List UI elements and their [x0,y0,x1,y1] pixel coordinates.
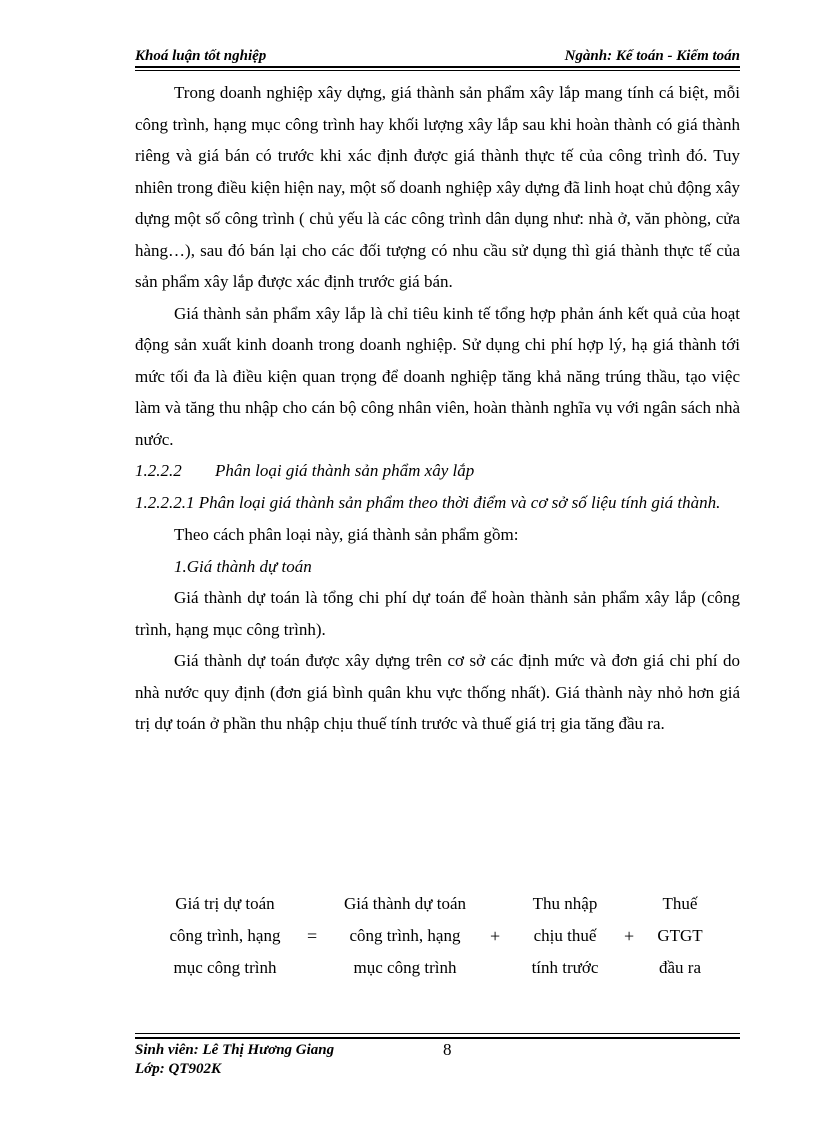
document-body [135,77,740,740]
paragraph-4: Giá thành dự toán được xây dựng trên cơ sở các định mức và đơn giá chi phí do nhà nước quy định (đơn giá bình quân khu vực thống nhất). Giá thành này nhỏ hơn giá trị dự toán ở phần thu nhập chịu thuế tính trước và thuế giá trị gia tăng đầu ra. [135,651,740,733]
equals-sign: = [307,926,318,946]
formula-term-estimate-cost: Giá thành dự toán công trình, hạng mục công trình [343,894,467,977]
footer-class: Lớp: QT902K [135,1061,221,1077]
header-rule-thin [135,70,740,71]
page-number: 8 [443,1040,452,1059]
cost-formula [135,888,740,988]
page-header [135,48,740,66]
plus-sign-2: + [624,926,635,946]
formula-term-vat-output: Thuế GTGT đầu ra [657,894,703,977]
paragraph-2: Giá thành sản phẩm xây lắp là chỉ tiêu kinh tế tổng hợp phản ánh kết quả của hoạt động sản xuất kinh doanh trong doanh nghiệp. Sử dụng chi phí hợp lý, hạ giá thành tới mức tối đa là điều kiện quan trọng để doanh nghiệp tăng khả năng trúng thầu, tạo việc làm và tăng thu nhập cho cán bộ công nhân viên, hoàn thành nghĩa vụ với ngân sách nhà nước. [135,303,740,449]
header-thesis-title: Khoá luận tốt nghiệp [135,48,267,64]
section-number: 1.2.2.2 [135,461,182,480]
formula-term-estimate-value: Giá trị dự toán công trình, hạng mục công trình [169,894,281,977]
footer-rule-thick [135,1037,740,1039]
section-title: Phân loại giá thành sản phẩm xây lắp [215,461,475,480]
section-heading-2: 1.2.2.2.1 Phân loại giá thành sản phẩm theo thời điểm và cơ sở số liệu tính giá thành. [135,493,721,512]
paragraph-3: Giá thành dự toán là tổng chi phí dự toán để hoàn thành sản phẩm xây lắp (công trình, hạng mục công trình). [135,588,740,639]
footer-rule-thin [135,1033,740,1034]
list-item-heading: 1.Giá thành dự toán [174,556,312,576]
formula-term-taxable-income: Thu nhập chịu thuế tính trước [531,894,599,977]
plus-sign-1: + [490,926,501,946]
intro-paragraph: Theo cách phân loại này, giá thành sản phẩm gồm: [174,525,519,544]
paragraph-1: Trong doanh nghiệp xây dựng, giá thành sản phẩm xây lắp mang tính cá biệt, mỗi công trình, hạng mục công trình hay khối lượng xây lắp sau khi hoàn thành có giá thành riêng và giá bán có trước khi xác định được giá thành thực tế của công trình đó. Tuy nhiên trong điều kiện hiện nay, một số doanh nghiệp xây dựng đã linh hoạt chủ động xây dựng một số công trình ( chủ yếu là các công trình dân dụng như: nhà ở, văn phòng, cửa hàng…), sau đó bán lại cho các đối tượng có nhu cầu sử dụng thì giá thành thực tế của sản phẩm xây lắp được xác định trước giá bán. [135,83,740,291]
footer-student-name: Sinh viên: Lê Thị Hương Giang [135,1042,335,1058]
section-heading-1 [135,455,740,487]
header-major: Ngành: Kế toán - Kiểm toán [564,48,740,64]
header-rule-thick [135,66,740,68]
